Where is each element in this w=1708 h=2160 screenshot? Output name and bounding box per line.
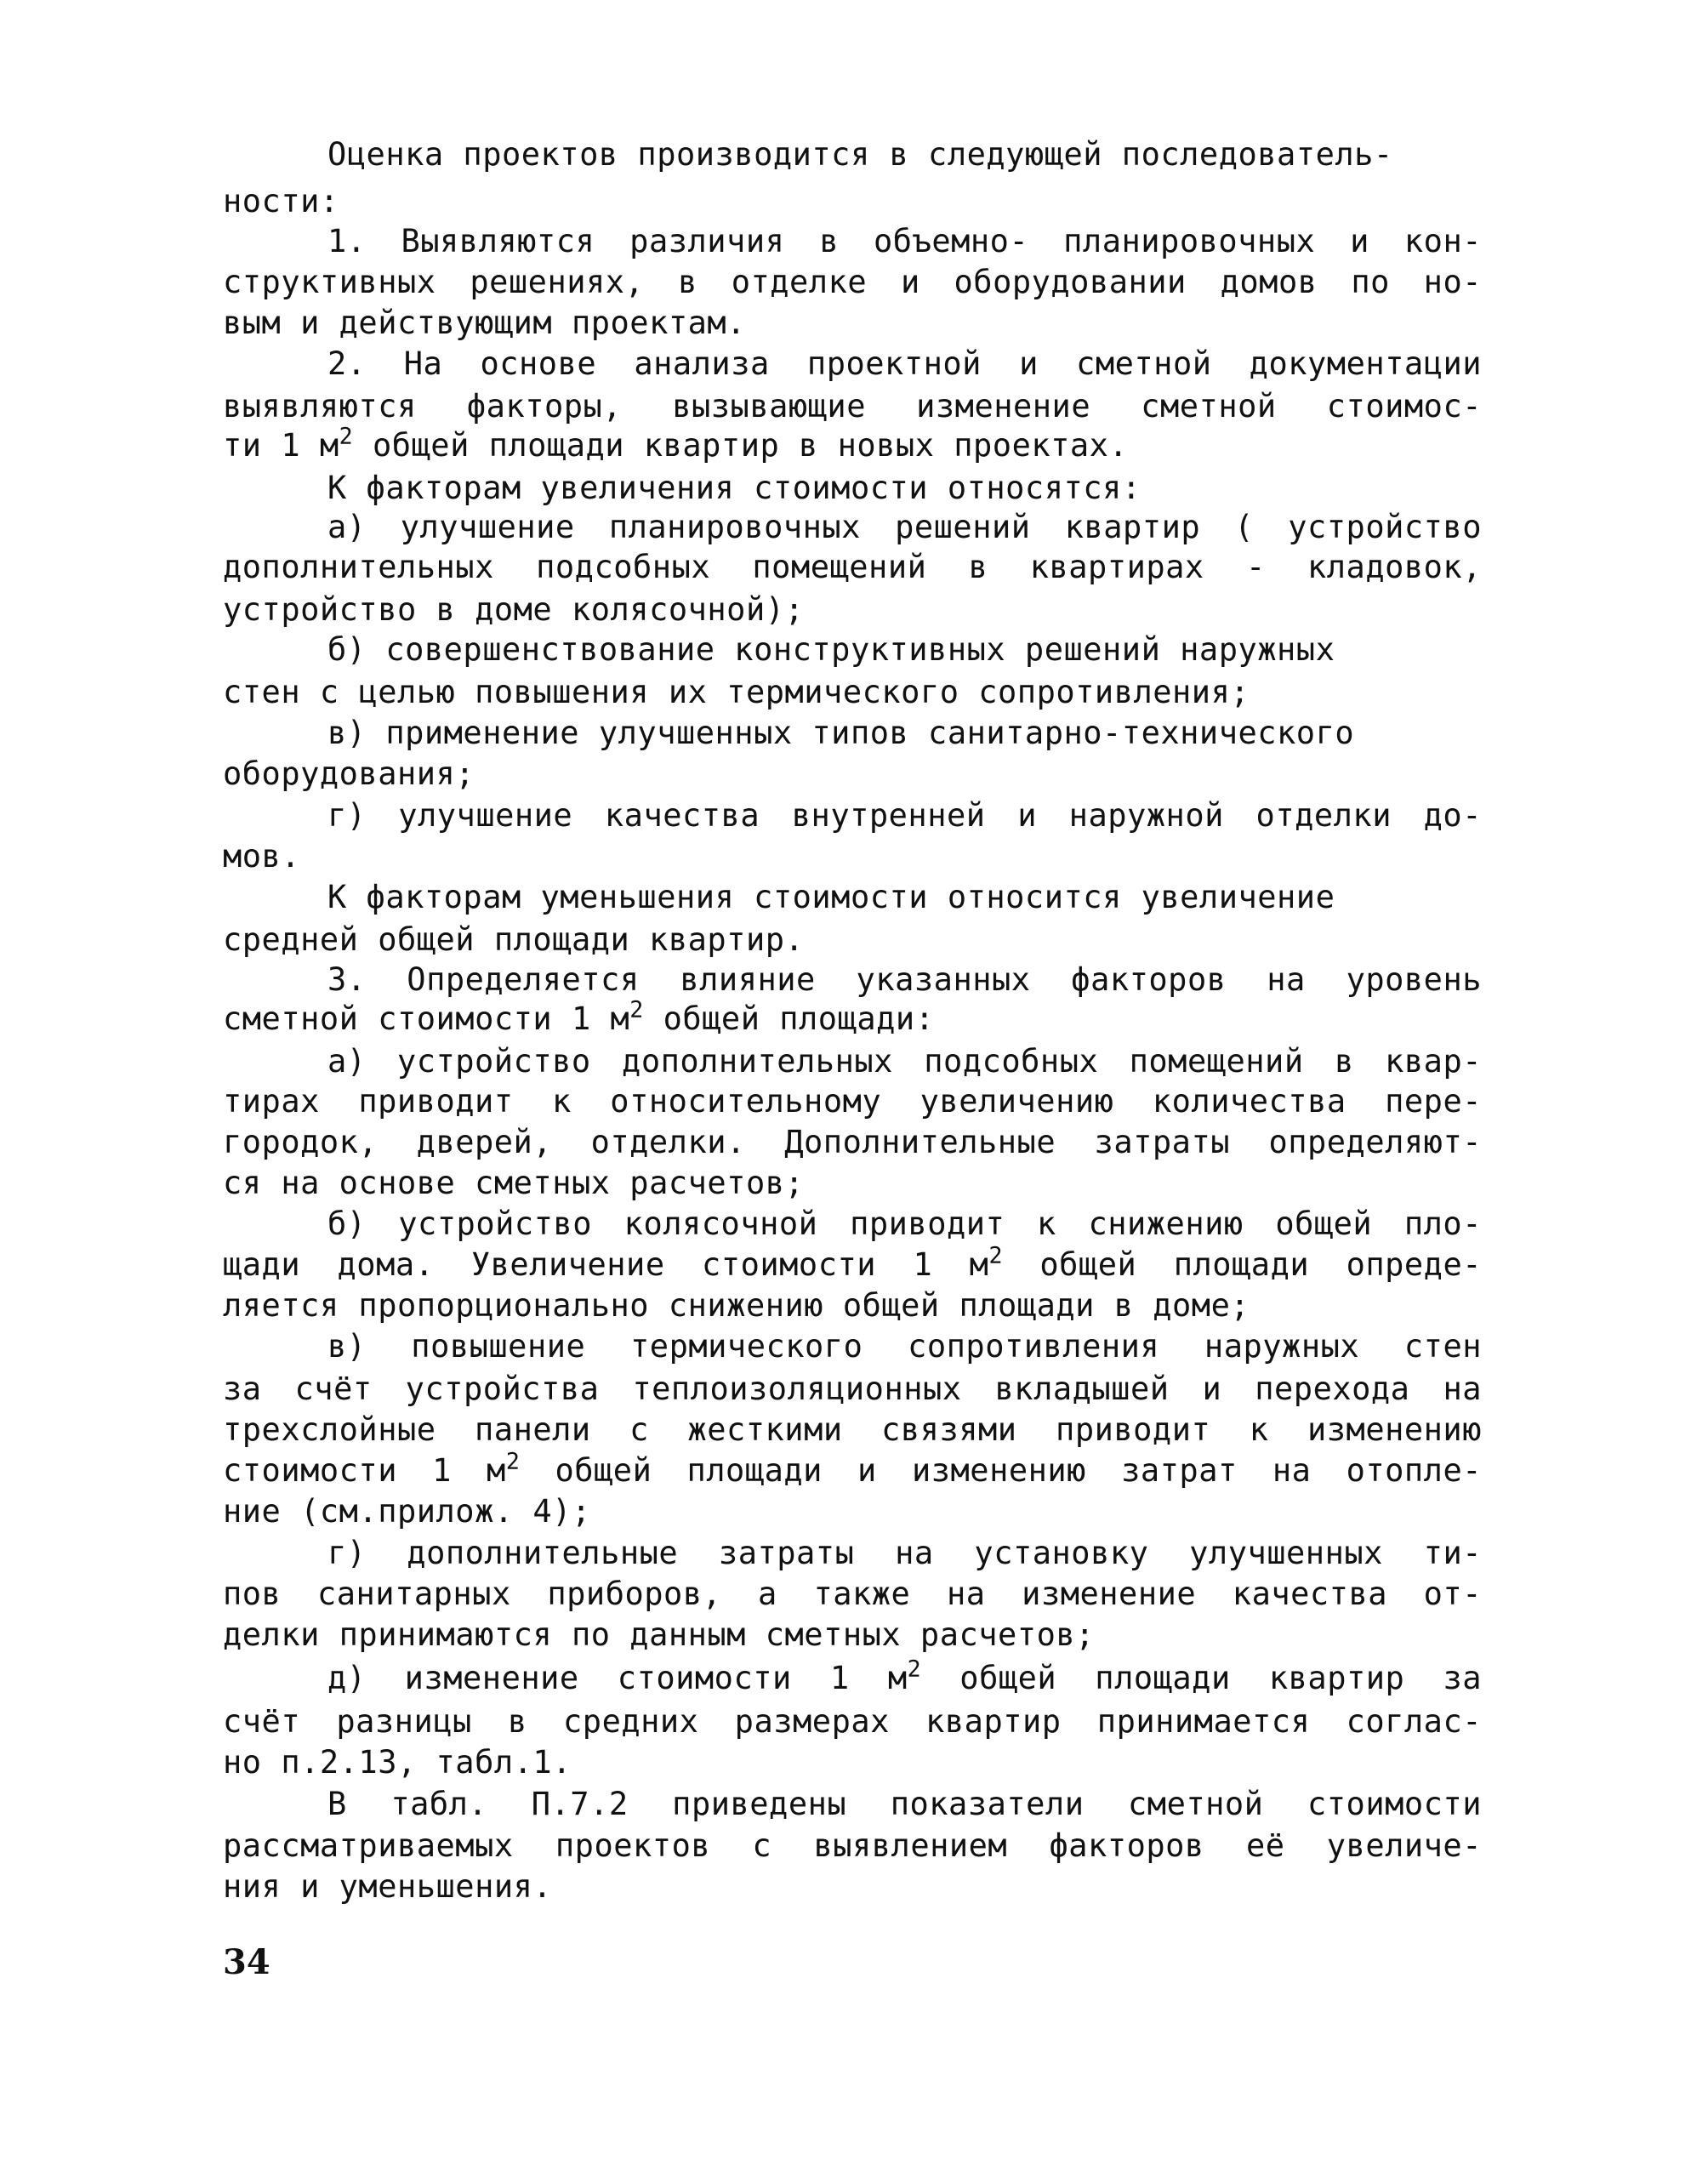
text-line	[223, 1242, 1483, 1284]
text-line: пов санитарных приборов, а также на изменение качества от-	[223, 1576, 1482, 1612]
text-line: в) применение улучшенных типов санитарно-технического	[327, 715, 1355, 751]
text-line: дополнительных подсобных помещений в квартирах - кладовок,	[223, 549, 1482, 585]
text-segment: общей площади опреде-	[1002, 1246, 1483, 1283]
text-line: К факторам уменьшения стоимости относится увеличение	[327, 879, 1335, 915]
text-line	[223, 423, 1499, 464]
superscript: 2	[505, 1448, 521, 1475]
text-line: ности:	[223, 183, 339, 219]
text-line: городок, дверей, отделки. Дополнительные затраты определяют-	[223, 1124, 1482, 1160]
text-line: б) устройство колясочной приводит к снижению общей пло-	[327, 1205, 1482, 1242]
text-segment: д) изменение стоимости 1 м	[327, 1660, 908, 1696]
text-line: тирах приводит к относительному увеличению количества пере-	[223, 1083, 1482, 1120]
superscript: 2	[339, 423, 354, 450]
text-segment: щади дома. Увеличение стоимости 1 м	[223, 1246, 989, 1283]
text-segment: общей площади и изменению затрат на отопле-	[520, 1452, 1482, 1489]
text-line: в) повышение термического сопротивления наружных стен	[327, 1328, 1482, 1365]
text-line: В табл. П.7.2 приведены показатели сметной стоимости	[327, 1786, 1482, 1822]
text-line	[223, 996, 1499, 1038]
text-line: делки принимаются по данным сметных расчетов;	[223, 1616, 1095, 1653]
text-line: ляется пропорционально снижению общей площади в доме;	[223, 1287, 1250, 1324]
text-line: г) дополнительные затраты на установку улучшенных ти-	[327, 1535, 1482, 1571]
text-line: но п.2.13, табл.1.	[223, 1744, 572, 1781]
text-line	[327, 1656, 1482, 1697]
text-line: ся на основе сметных расчетов;	[223, 1165, 805, 1201]
text-line: К факторам увеличения стоимости относятся:	[327, 470, 1142, 506]
superscript: 2	[988, 1242, 1003, 1269]
text-line: оборудования;	[223, 755, 475, 792]
text-line: вым и действующим проектам.	[223, 305, 746, 341]
text-line: Оценка проектов производится в следующей последователь-	[327, 136, 1393, 173]
text-line: стен с целью повышения их термического сопротивления;	[223, 674, 1250, 710]
text-line: а) устройство дополнительных подсобных помещений в квар-	[327, 1043, 1482, 1080]
text-segment: стоимости 1 м	[223, 1452, 506, 1489]
text-line: г) улучшение качества внутренней и наружной отделки до-	[327, 797, 1482, 834]
text-line: ние (см.прилож. 4);	[223, 1493, 591, 1530]
text-segment: общей площади квартир в новых проектах.	[353, 427, 1129, 464]
page-number: 34	[223, 1942, 270, 1982]
text-line: за счёт устройства теплоизоляционных вкладышей и перехода на	[223, 1371, 1482, 1407]
superscript: 2	[629, 996, 644, 1023]
text-line: счёт разницы в средних размерах квартир принимается соглас-	[223, 1703, 1482, 1740]
text-segment: сметной стоимости 1 м	[223, 1000, 630, 1037]
superscript: 2	[907, 1656, 922, 1683]
text-line: рассматриваемых проектов с выявлением факторов её увеличе-	[223, 1827, 1482, 1864]
text-line: б) совершенствование конструктивных решений наружных	[327, 631, 1335, 668]
text-line: 3. Определяется влияние указанных факторов на уровень	[327, 961, 1482, 998]
text-line: а) улучшение планировочных решений квартир ( устройство	[327, 509, 1482, 545]
text-line: выявляются факторы, вызывающие изменение сметной стоимос-	[223, 388, 1482, 425]
text-line: устройство в доме колясочной);	[223, 591, 805, 628]
text-segment: общей площади:	[643, 1000, 935, 1037]
text-line: мов.	[223, 838, 301, 875]
text-segment: общей площади квартир за	[921, 1660, 1482, 1696]
text-line: 2. На основе анализа проектной и сметной документации	[327, 345, 1482, 382]
text-line: трехслойные панели с жесткими связями приводит к изменению	[223, 1411, 1482, 1448]
text-line	[223, 1448, 1482, 1490]
text-line: 1. Выявляются различия в объемно- планировочных и кон-	[327, 223, 1482, 259]
text-line: ния и уменьшения.	[223, 1868, 553, 1905]
text-line: средней общей площади квартир.	[223, 921, 805, 958]
text-line: структивных решениях, в отделке и оборудовании домов по но-	[223, 264, 1482, 300]
text-segment: ти 1 м	[223, 427, 339, 464]
